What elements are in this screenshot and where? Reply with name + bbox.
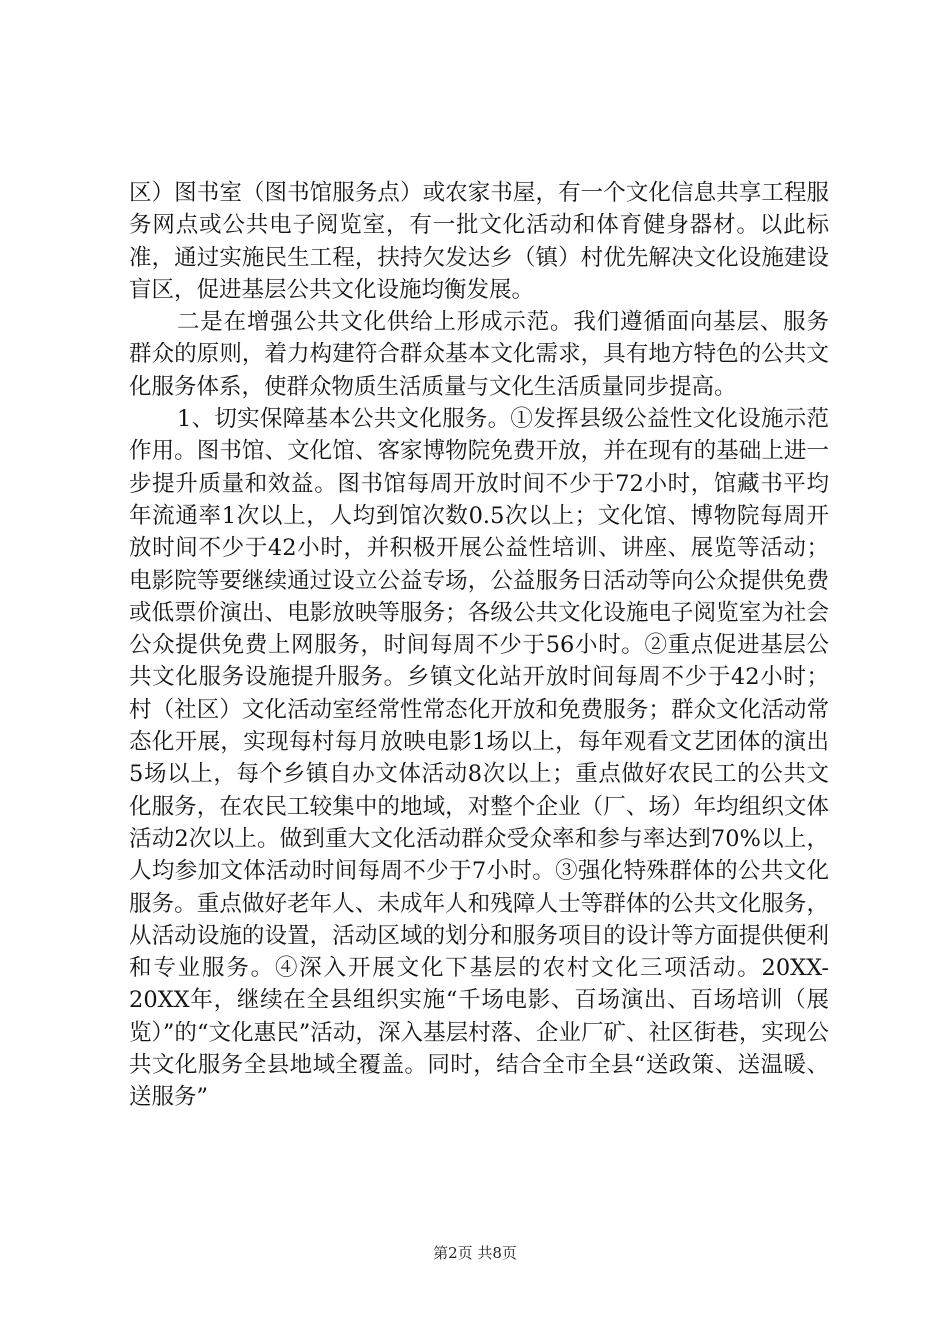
paragraph-section-two: 二是在增强公共文化供给上形成示范。我们遵循面向基层、服务群众的原则，着力构建符合群众基本文化需求，具有地方特色的公共文化服务体系，使群众物质生活质量与文化生活质量同步提高。 xyxy=(129,309,829,400)
page-number: 第2页 共8页 xyxy=(433,1244,517,1262)
body-text xyxy=(129,177,829,1114)
paragraph-item-one: 1、切实保障基本公共文化服务。①发挥县级公益性文化设施示范作用。图书馆、文化馆、客家博物院免费开放，并在现有的基础上进一步提升质量和效益。图书馆每周开放时间不少于72小时，馆藏书平均年流通率1次以上，人均到馆次数0.5次以上；文化馆、博物院每周开放时间不少于42小时，并积极开展公益性培训、讲座、展览等活动；电影院等要继续通过设立公益专场，公益服务日活动等向公众提供免费或低票价演出、电影放映等服务；各级公共文化设施电子阅览室为社会公众提供免费上网服务，时间每周不少于56小时。②重点促进基层公共文化服务设施提升服务。乡镇文化站开放时间每周不少于42小时；村（社区）文化活动室经常性常态化开放和免费服务；群众文化活动常态化开展，实现每村每月放映电影1场以上，每年观看文艺团体的演出5场以上，每个乡镇自办文体活动8次以上；重点做好农民工的公共文化服务，在农民工较集中的地域，对整个企业（厂、场）年均组织文体活动2次以上。做到重大文化活动群众受众率和参与率达到70%以上，人均参加文体活动时间每周不少于7小时。③强化特殊群体的公共文化服务。重点做好老年人、未成年人和残障人士等群体的公共文化服务，从活动设施的设置，活动区域的划分和服务项目的设计等方面提供便利和专业服务。④深入开展文化下基层的农村文化三项活动。20XX-20XX年，继续在全县组织实施“千场电影、百场演出、百场培训（展览）”的“文化惠民”活动，深入基层村落、企业厂矿、社区街巷，实现公共文化服务全县地域全覆盖。同时，结合全市全县“送政策、送温暖、送服务” xyxy=(129,406,829,1111)
paragraph-continuation: 区）图书室（图书馆服务点）或农家书屋，有一个文化信息共享工程服务网点或公共电子阅览室，有一批文化活动和体育健身器材。以此标准，通过实施民生工程，扶持欠发达乡（镇）村优先解决文化设施建设盲区，促进基层公共文化设施均衡发展。 xyxy=(129,180,829,303)
